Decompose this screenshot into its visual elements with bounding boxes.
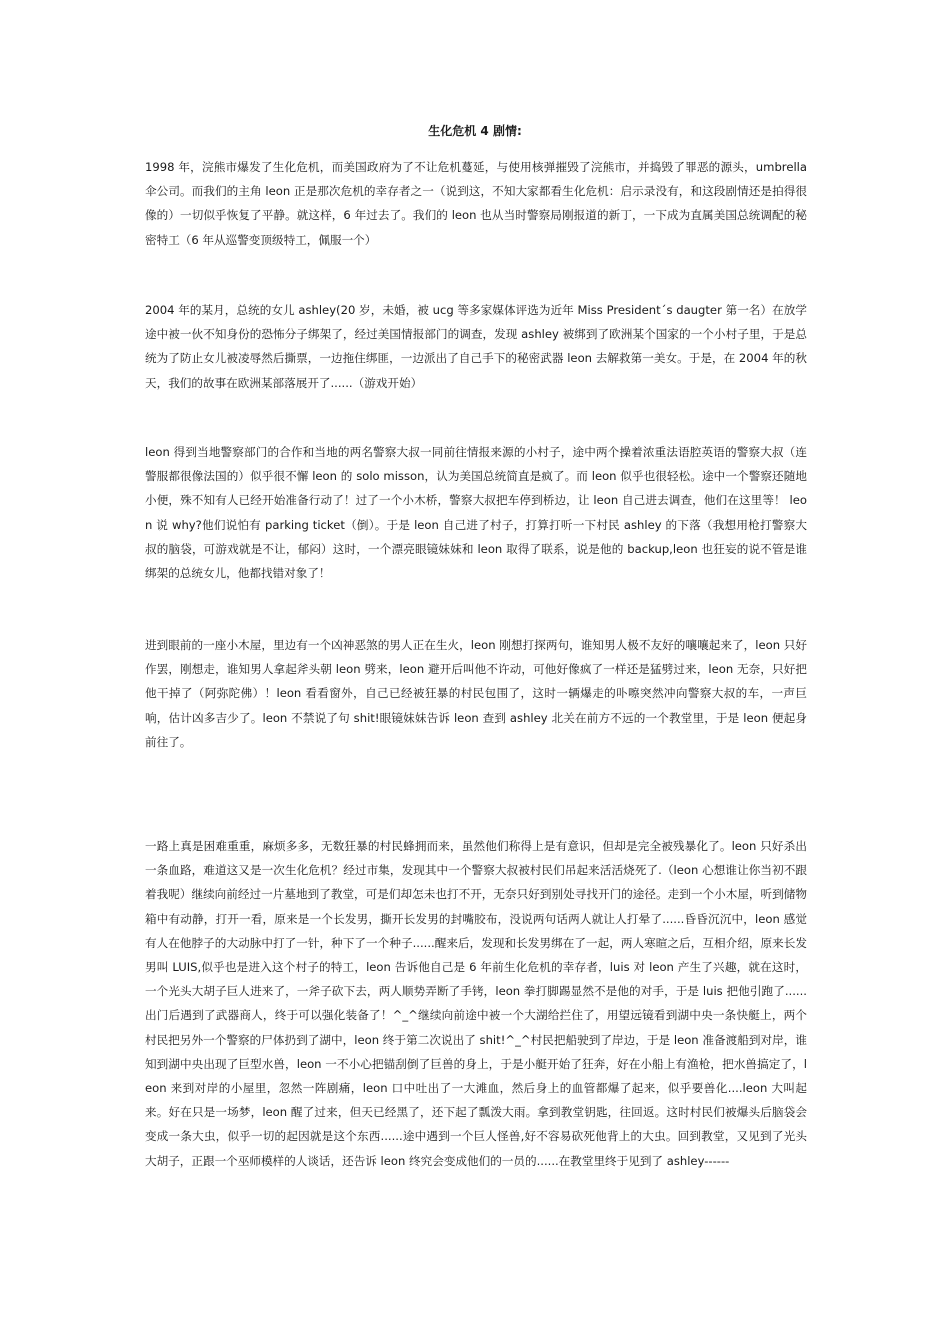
paragraph-journey-church: 一路上真是困难重重，麻烦多多，无数狂暴的村民蜂拥而来，虽然他们称得上是有意识，但却是完全被残暴化了。leon 只好杀出一条血路，难道这又是一次生化危机？经过市集，发现其中一个警察大叔被村民们吊起来活活烧死了.（leon 心想谁让你当初不跟着我呢）继续向前经过一片墓地到了教堂，可是们却怎未也打不开，无奈只好到别处寻找开门的途径。走到一个小木屋，听到储物箱中有动静，打开一看，原来是一个长发男，撕开长发男的封嘴胶布，没说两句话两人就让人打晕了......昏昏沉沉中，leon 感觉有人在他脖子的大动脉中打了一针，种下了一个种子......醒来后，发现和长发男绑在了一起，两人寒暄之后，互相介绍，原来长发男叫 LUIS,似乎也是进入这个村子的特工，leon 告诉他自己是 6 年前生化危机的幸存者，luis 对 leon 产生了兴趣，就在这时，一个光头大胡子巨人进来了，一斧子砍下去，两人顺势弄断了手铐，leon 拳打脚踢显然不是他的对手，于是 luis 把他引跑了......出门后遇到了武器商人，终于可以强化装备了！^_^继续向前途中被一个大湖给拦住了，用望远镜看到湖中央一条快艇上，两个村民把另外一个警察的尸体扔到了湖中，leon 终于第二次说出了 shit!^_^村民把船驶到了岸边，于是 leon 准备渡船到对岸，谁知到湖中央出现了巨型水兽，leon 一不小心把锚刮倒了巨兽的身上，于是小艇开始了狂奔，好在小船上有渔枪，把水兽搞定了，leon 来到对岸的小屋里，忽然一阵剧痛，leon 口中吐出了一大滩血，然后身上的血管都爆了起来，似乎要兽化....leon 大叫起来。好在只是一场梦，leon 醒了过来，但天已经黑了，还下起了瓢泼大雨。拿到教堂钥匙，往回返。这时村民们被爆头后脑袋会变成一条大虫，似乎一切的起因就是这个东西......途中遇到一个巨人怪兽,好不容易砍死他背上的大虫。回到教堂，又见到了光头大胡子，正跟一个巫师模样的人谈话，还告诉 leon 终究会变成他们的一员的......在教堂里终于见到了 ashley------ <box>145 839 807 1168</box>
paragraph-wooden-house: 进到眼前的一座小木屋，里边有一个凶神恶煞的男人正在生火，leon 刚想打探两句，谁知男人极不友好的嚷嚷起来了，leon 只好作罢，刚想走，谁知男人拿起斧头朝 leon 劈来，leon 避开后叫他不许动，可他好像疯了一样还是猛劈过来，leon 无奈，只好把他干掉了（阿弥陀佛）！leon 看看窗外，自己已经被狂暴的村民包围了，这时一辆爆走的卟嚓突然冲向警察大叔的车，一声巨响，估计凶多吉少了。leon 不禁说了句 shit!眼镜妹妹告诉 leon 查到 ashley 北关在前方不远的一个教堂里，于是 leon 便起身前往了。 <box>145 638 807 749</box>
paragraph-arrival-village: leon 得到当地警察部门的合作和当地的两名警察大叔一同前往情报来源的小村子，途中两个操着浓重法语腔英语的警察大叔（连警服都很像法国的）似乎很不懈 leon 的 solo misson，认为美国总统简直是疯了。而 leon 似乎也很轻松。途中一个警察还随地小便，殊不知有人已经开始准备行动了！过了一个小木桥，警察大叔把车停到桥边，让 leon 自己进去调查，他们在这里等！ leon 说 why?他们说怕有 parking ticket（倒）。于是 leon 自己进了村子，打算打听一下村民 ashley 的下落（我想用枪打警察大叔的脑袋，可游戏就是不让，郁闷）这时，一个漂亮眼镜妹妹和 leon 取得了联系，说是他的 backup,leon 也狂妄的说不管是谁绑架的总统女儿，他都找错对象了！ <box>145 445 807 581</box>
document-title: 生化危机 4 剧情: <box>428 124 522 138</box>
paragraph-1998-outbreak: 1998 年，浣熊市爆发了生化危机，而美国政府为了不让危机蔓延，与使用核弹摧毁了浣熊市，并捣毁了罪恶的源头，umbrella 伞公司。而我们的主角 leon 正是那次危机的幸存者之一（说到这，不知大家都看生化危机：启示录没有，和这段剧情还是拍得很像的）一切似乎恢复了平静。就这样，6 年过去了。我们的 leon 也从当时警察局刚报道的新丁，一下成为直属美国总统调配的秘密特工（6 年从巡警变顶级特工，佩服一个） <box>145 160 807 247</box>
paragraph-2004-kidnapping: 2004 年的某月，总统的女儿 ashley(20 岁，未婚，被 ucg 等多家媒体评选为近年 Miss President´s daugter 第一名）在放学途中被一伙不知身份的恐怖分子绑架了，经过美国情报部门的调查，发现 ashley 被绑到了欧洲某个国家的一个小村子里，于是总统为了防止女儿被凌辱然后撕票，一边拖住绑匪，一边派出了自己手下的秘密武器 leon 去解救第一美女。于是，在 2004 年的秋天，我们的故事在欧洲某部落展开了......（游戏开始） <box>145 303 807 390</box>
